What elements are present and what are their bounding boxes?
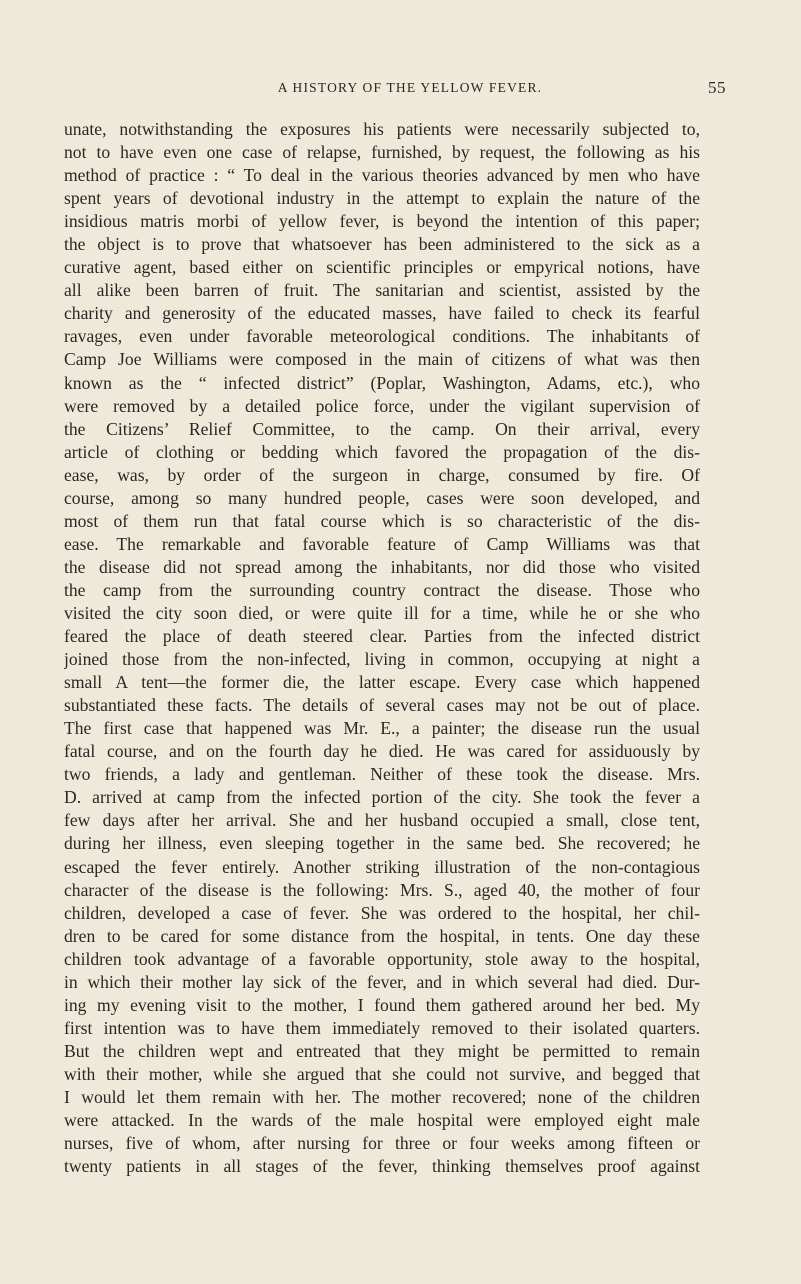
text-line: escaped the fever entirely. Another striking illustration of the non-contagious <box>64 856 700 877</box>
text-line: the camp from the surrounding country contract the disease. Those who <box>64 579 700 600</box>
text-line: joined those from the non-infected, living in common, occupying at night a <box>64 649 700 670</box>
text-line: two friends, a lady and gentleman. Neither of these took the disease. Mrs. <box>64 764 700 785</box>
text-line: substantiated these facts. The details of several cases may not be out of place. <box>64 695 700 716</box>
text-line: first intention was to have them immediately removed to their isolated quarters. <box>64 1017 700 1038</box>
page-number: 55 <box>708 78 726 97</box>
text-line: few days after her arrival. She and her husband occupied a small, close tent, <box>64 810 700 831</box>
text-line: I would let them remain with her. The mother recovered; none of the children <box>64 1086 700 1107</box>
text-line: character of the disease is the following: Mrs. S., aged 40, the mother of four <box>64 879 700 900</box>
text-line: nurses, five of whom, after nursing for three or four weeks among fifteen or <box>64 1133 700 1154</box>
text-line: twenty patients in all stages of the fever, thinking themselves proof against <box>64 1156 700 1177</box>
text-line: D. arrived at camp from the infected portion of the city. She took the fever a <box>64 787 700 808</box>
text-line: with their mother, while she argued that she could not survive, and begged that <box>64 1063 700 1084</box>
text-line: known as the “ infected district” (Poplar, Washington, Adams, etc.), who <box>64 372 700 393</box>
text-line: spent years of devotional industry in the attempt to explain the nature of the <box>64 188 700 209</box>
text-line: But the children wept and entreated that they might be permitted to remain <box>64 1040 700 1061</box>
text-line: fatal course, and on the fourth day he died. He was cared for assiduously by <box>64 741 700 762</box>
running-title: A HISTORY OF THE YELLOW FEVER. <box>277 80 543 95</box>
text-line: ravages, even under favorable meteorological conditions. The inhabitants of <box>64 326 700 347</box>
text-line: method of practice : “ To deal in the various theories advanced by men who have <box>64 165 700 186</box>
text-line: not to have even one case of relapse, furnished, by request, the following as his <box>64 142 700 163</box>
text-line: article of clothing or bedding which favored the propagation of the dis- <box>64 441 700 462</box>
text-line: unate, notwithstanding the exposures his patients were necessarily subjected to, <box>64 119 700 139</box>
text-line: dren to be cared for some distance from the hospital, in tents. One day these <box>64 925 700 946</box>
text-line: the object is to prove that whatsoever has been administered to the sick as a <box>64 234 700 255</box>
text-line: feared the place of death steered clear. Parties from the infected district <box>64 626 700 647</box>
text-line: in which their mother lay sick of the fever, and in which several had died. Dur- <box>64 971 700 992</box>
body-paragraph <box>64 118 700 1178</box>
text-line: children took advantage of a favorable opportunity, stole away to the hospital, <box>64 948 700 969</box>
text-line: all alike been barren of fruit. The sanitarian and scientist, assisted by the <box>64 280 700 301</box>
text-line: during her illness, even sleeping together in the same bed. She recovered; he <box>64 833 700 854</box>
text-line: ease, was, by order of the surgeon in charge, consumed by fire. Of <box>64 464 700 485</box>
text-line: ing my evening visit to the mother, I found them gathered around her bed. My <box>64 994 700 1015</box>
text-line: the Citizens’ Relief Committee, to the camp. On their arrival, every <box>64 418 700 439</box>
text-line: course, among so many hundred people, cases were soon developed, and <box>64 487 700 508</box>
text-line: the disease did not spread among the inhabitants, nor did those who visited <box>64 556 700 577</box>
text-line: most of them run that fatal course which is so characteristic of the dis- <box>64 510 700 531</box>
text-line: small A tent—the former die, the latter escape. Every case which happened <box>64 672 700 693</box>
text-line: ease. The remarkable and favorable feature of Camp Williams was that <box>64 533 700 554</box>
text-line: insidious matris morbi of yellow fever, is beyond the intention of this paper; <box>64 211 700 232</box>
text-line: visited the city soon died, or were quite ill for a time, while he or she who <box>64 602 700 623</box>
text-line: curative agent, based either on scientific principles or empyrical notions, have <box>64 257 700 278</box>
text-line: were removed by a detailed police force, under the vigilant supervision of <box>64 395 700 416</box>
text-line: charity and generosity of the educated masses, have failed to check its fearful <box>64 303 700 324</box>
text-line: Camp Joe Williams were composed in the main of citizens of what was then <box>64 349 700 370</box>
text-line: The first case that happened was Mr. E., a painter; the disease run the usual <box>64 718 700 739</box>
text-line: were attacked. In the wards of the male hospital were employed eight male <box>64 1110 700 1131</box>
text-line: children, developed a case of fever. She was ordered to the hospital, her chil- <box>64 902 700 923</box>
